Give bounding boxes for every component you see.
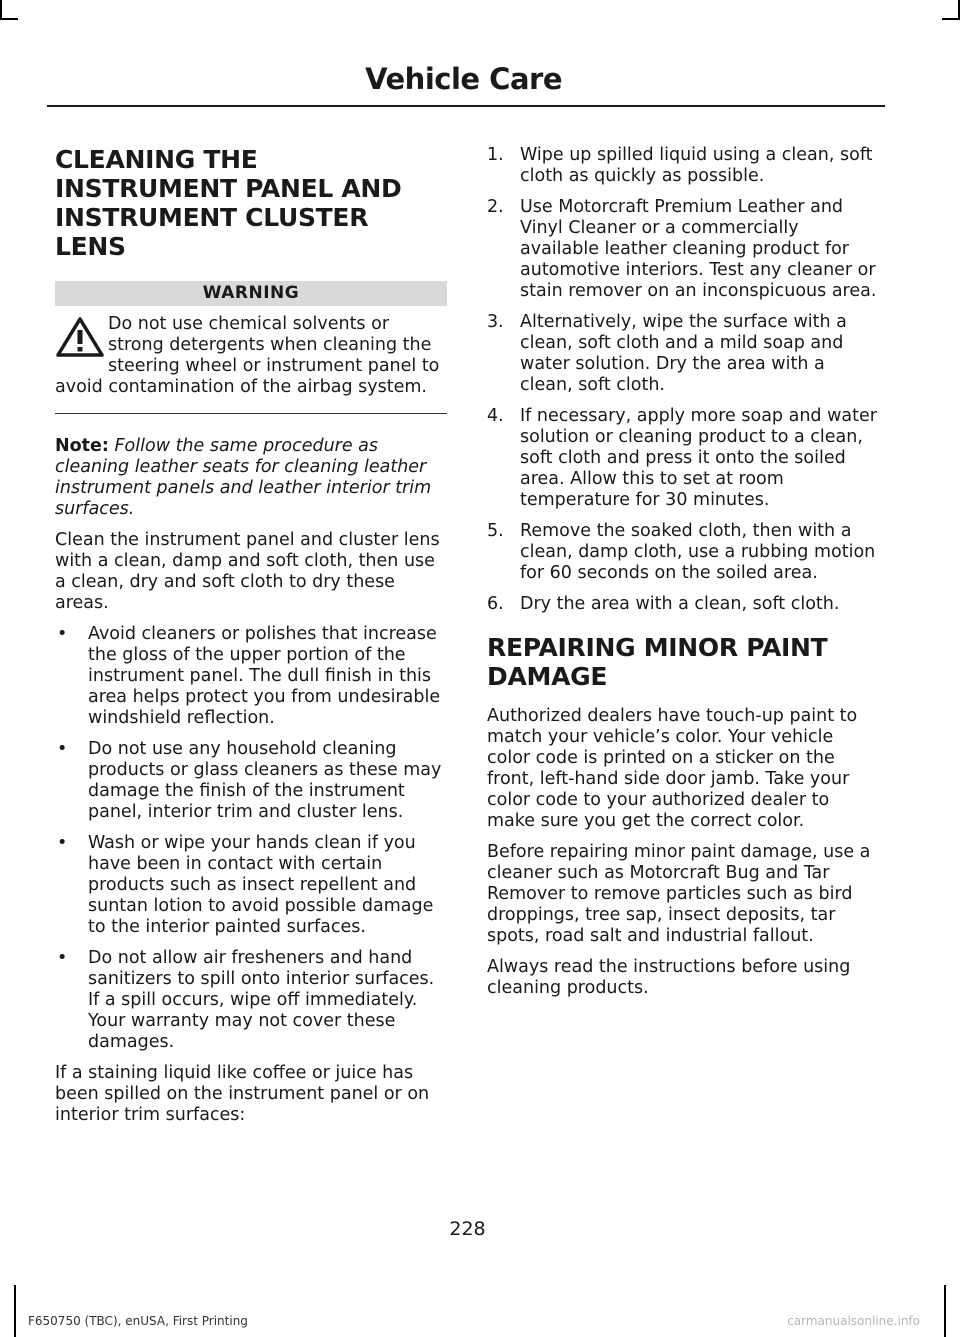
warning-rule — [55, 413, 447, 414]
list-item — [55, 948, 447, 1053]
list-item-text: Wash or wipe your hands clean if you have been in contact with certain products such as insect repellent and suntan lotion to avoid possible damage to the interior painted surfaces. — [88, 833, 434, 937]
header-rule — [47, 105, 885, 107]
step-text: Dry the area with a clean, soft cloth. — [520, 594, 840, 614]
paint-paragraph: Always read the instructions before using cleaning products. — [487, 957, 851, 998]
list-item — [487, 145, 879, 187]
footer-text: F650750 (TBC), enUSA, First Printing — [28, 1314, 248, 1328]
bullet-marker: • — [57, 948, 68, 968]
intro-paragraph: Clean the instrument panel and cluster lens with a clean, damp and soft cloth, then use a clean, dry and soft cloth to dry these areas. — [55, 530, 440, 613]
step-number: 5. — [487, 521, 504, 541]
page-number: 228 — [449, 1218, 486, 1240]
note-paragraph — [55, 436, 447, 520]
list-item — [487, 594, 879, 615]
list-item — [487, 406, 879, 511]
list-item-text: Do not use any household cleaning products or glass cleaners as these may damage the finish of the instrument panel, interior trim and cluster lens. — [88, 739, 442, 822]
step-number: 1. — [487, 145, 504, 165]
warning-box — [55, 314, 447, 398]
step-text: If necessary, apply more soap and water solution or cleaning product to a clean, soft cloth and press it onto the soiled area. Allow this to set at room temperature for 30 minutes. — [520, 406, 877, 510]
warning-label: WARNING — [55, 281, 447, 306]
warning-triangle-icon — [55, 316, 105, 358]
page-header-title: Vehicle Care — [365, 62, 562, 96]
closing-paragraph: If a staining liquid like coffee or juice has been spilled on the instrument panel or on interior trim surfaces: — [55, 1063, 430, 1125]
right-column — [487, 145, 879, 1009]
note-text: Follow the same procedure as cleaning leather seats for cleaning leather instrument panels and leather interior trim surfaces. — [55, 436, 432, 519]
paint-paragraph: Before repairing minor paint damage, use a cleaner such as Motorcraft Bug and Tar Remover to remove particles such as bird droppings, tree sap, insect deposits, tar spots, road salt and industrial fallout. — [487, 842, 871, 946]
crop-mark-top-right-horizontal — [942, 18, 960, 20]
step-text: Use Motorcraft Premium Leather and Vinyl Cleaner or a commercially available leather cleaning product for automotive interiors. Test any cleaner or stain remover on an inconspicuous area. — [520, 197, 877, 301]
list-item — [55, 833, 447, 938]
list-item — [55, 739, 447, 823]
bullet-marker: • — [57, 624, 68, 644]
crop-mark-top-left-horizontal — [0, 18, 18, 20]
warning-text: Do not use chemical solvents or strong detergents when cleaning the steering wheel or instrument panel to avoid contamination of the airbag system. — [55, 314, 440, 397]
numbered-steps — [487, 145, 879, 615]
list-item — [487, 521, 879, 584]
list-item — [487, 312, 879, 396]
step-number: 6. — [487, 594, 504, 614]
section-heading-paint: REPAIRING MINOR PAINT DAMAGE — [487, 633, 828, 691]
paint-paragraph: Authorized dealers have touch-up paint to match your vehicle’s color. Your vehicle color code is printed on a sticker on the front, left-hand side door jamb. Take your color code to your authorized dealer to make sure you get the correct color. — [487, 706, 858, 831]
list-item — [55, 624, 447, 729]
bullet-marker: • — [57, 833, 68, 853]
watermark: carmanualsonline.info — [787, 1314, 920, 1328]
bullet-list — [55, 624, 447, 1053]
left-column — [55, 145, 447, 1136]
note-label: Note: — [55, 436, 109, 456]
step-number: 4. — [487, 406, 504, 426]
list-item — [487, 197, 879, 302]
list-item-text: Do not allow air fresheners and hand sanitizers to spill onto interior surfaces. If a spill occurs, wipe off immediately. Your warranty may not cover these damages. — [88, 948, 435, 1052]
crop-mark-bottom-right-vertical — [944, 1285, 946, 1337]
section-heading-cleaning: CLEANING THE INSTRUMENT PANEL AND INSTRUMENT CLUSTER LENS — [55, 145, 402, 261]
step-number: 2. — [487, 197, 504, 217]
list-item-text: Avoid cleaners or polishes that increase the gloss of the upper portion of the instrument panel. The dull finish in this area helps protect you from undesirable windshield reflection. — [88, 624, 441, 728]
step-text: Remove the soaked cloth, then with a clean, damp cloth, use a rubbing motion for 60 seconds on the soiled area. — [520, 521, 876, 583]
step-number: 3. — [487, 312, 504, 332]
crop-mark-top-left-vertical — [0, 0, 2, 18]
crop-mark-bottom-left-vertical — [14, 1285, 16, 1337]
bullet-marker: • — [57, 739, 68, 759]
step-text: Alternatively, wipe the surface with a clean, soft cloth and a mild soap and water solution. Dry the area with a clean, soft cloth. — [520, 312, 847, 395]
step-text: Wipe up spilled liquid using a clean, soft cloth as quickly as possible. — [520, 145, 873, 186]
